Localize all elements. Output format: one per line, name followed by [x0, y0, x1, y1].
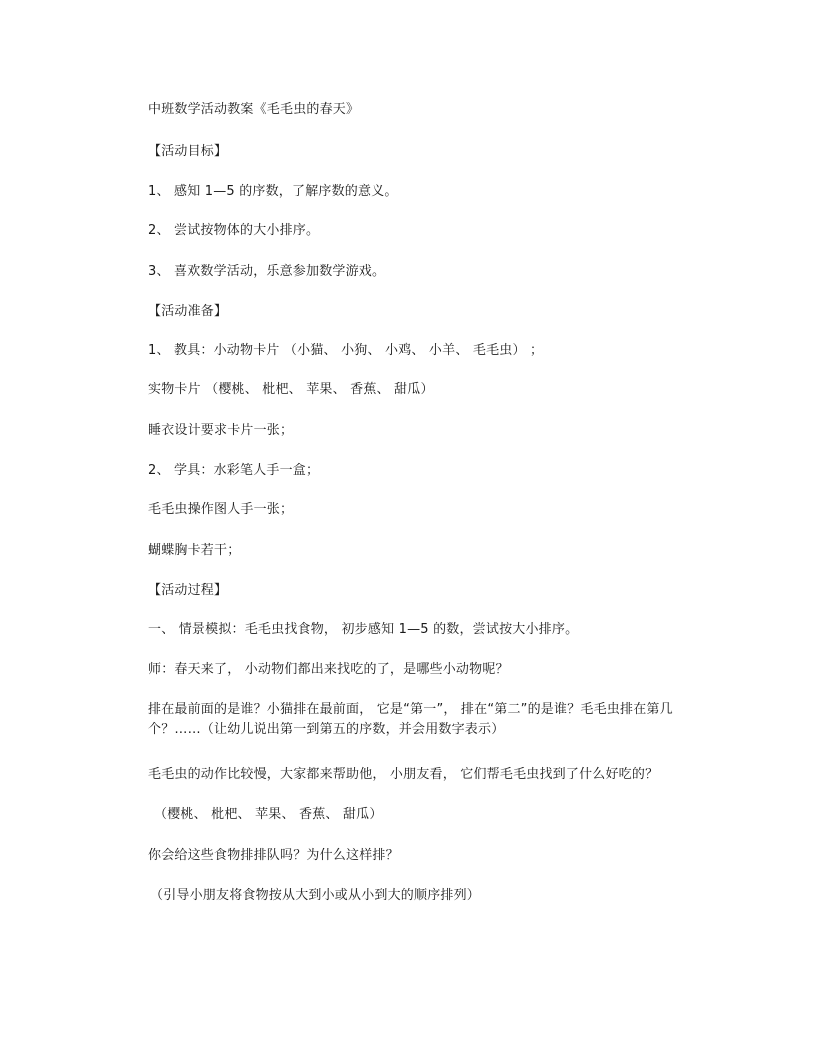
- goal-item-1: 1、 感知 1—5 的序数，了解序数的意义。: [148, 184, 398, 199]
- process-item-1: 一、 情景模拟：毛毛虫找食物， 初步感知 1—5 的数，尝试按大小排序。: [148, 622, 579, 637]
- prep-item-1: 1、 教具：小动物卡片 （小猫、 小狗、 小鸡、 小羊、 毛毛虫） ；: [148, 343, 544, 358]
- prep-heading: 【活动准备】: [148, 304, 228, 319]
- goal-item-3: 3、 喜欢数学活动，乐意参加数学游戏。: [148, 264, 386, 279]
- prep-item-5: 毛毛虫操作图人手一张；: [148, 502, 294, 517]
- process-heading: 【活动过程】: [148, 583, 228, 598]
- goal-item-2: 2、 尝试按物体的大小排序。: [148, 223, 320, 238]
- prep-item-4: 2、 学具：水彩笔人手一盒；: [148, 463, 320, 478]
- process-item-6: 你会给这些食物排排队吗？为什么这样排？: [148, 848, 399, 863]
- process-item-2: 师：春天来了， 小动物们都出来找吃的了，是哪些小动物呢？: [148, 662, 509, 677]
- process-item-5: （樱桃、 枇杷、 苹果、 香蕉、 甜瓜）: [154, 807, 383, 822]
- process-item-4: 毛毛虫的动作比较慢，大家都来帮助他， 小朋友看， 它们帮毛毛虫找到了什么好吃的？: [148, 767, 659, 782]
- goals-heading: 【活动目标】: [148, 144, 228, 159]
- document-title: 中班数学活动教案《毛毛虫的春天》: [148, 102, 360, 117]
- process-item-7: （引导小朋友将食物按从大到小或从小到大的顺序排列）: [150, 888, 481, 903]
- process-item-3: 排在最前面的是谁？小猫排在最前面， 它是“第一”， 排在“第二”的是谁？毛毛虫排在第几个？……（让幼儿说出第一到第五的序数，并会用数字表示）: [148, 702, 673, 737]
- prep-item-3: 睡衣设计要求卡片一张；: [148, 423, 294, 438]
- prep-item-6: 蝴蝶胸卡若干；: [148, 543, 241, 558]
- prep-item-2: 实物卡片 （樱桃、 枇杷、 苹果、 香蕉、 甜瓜）: [148, 382, 434, 397]
